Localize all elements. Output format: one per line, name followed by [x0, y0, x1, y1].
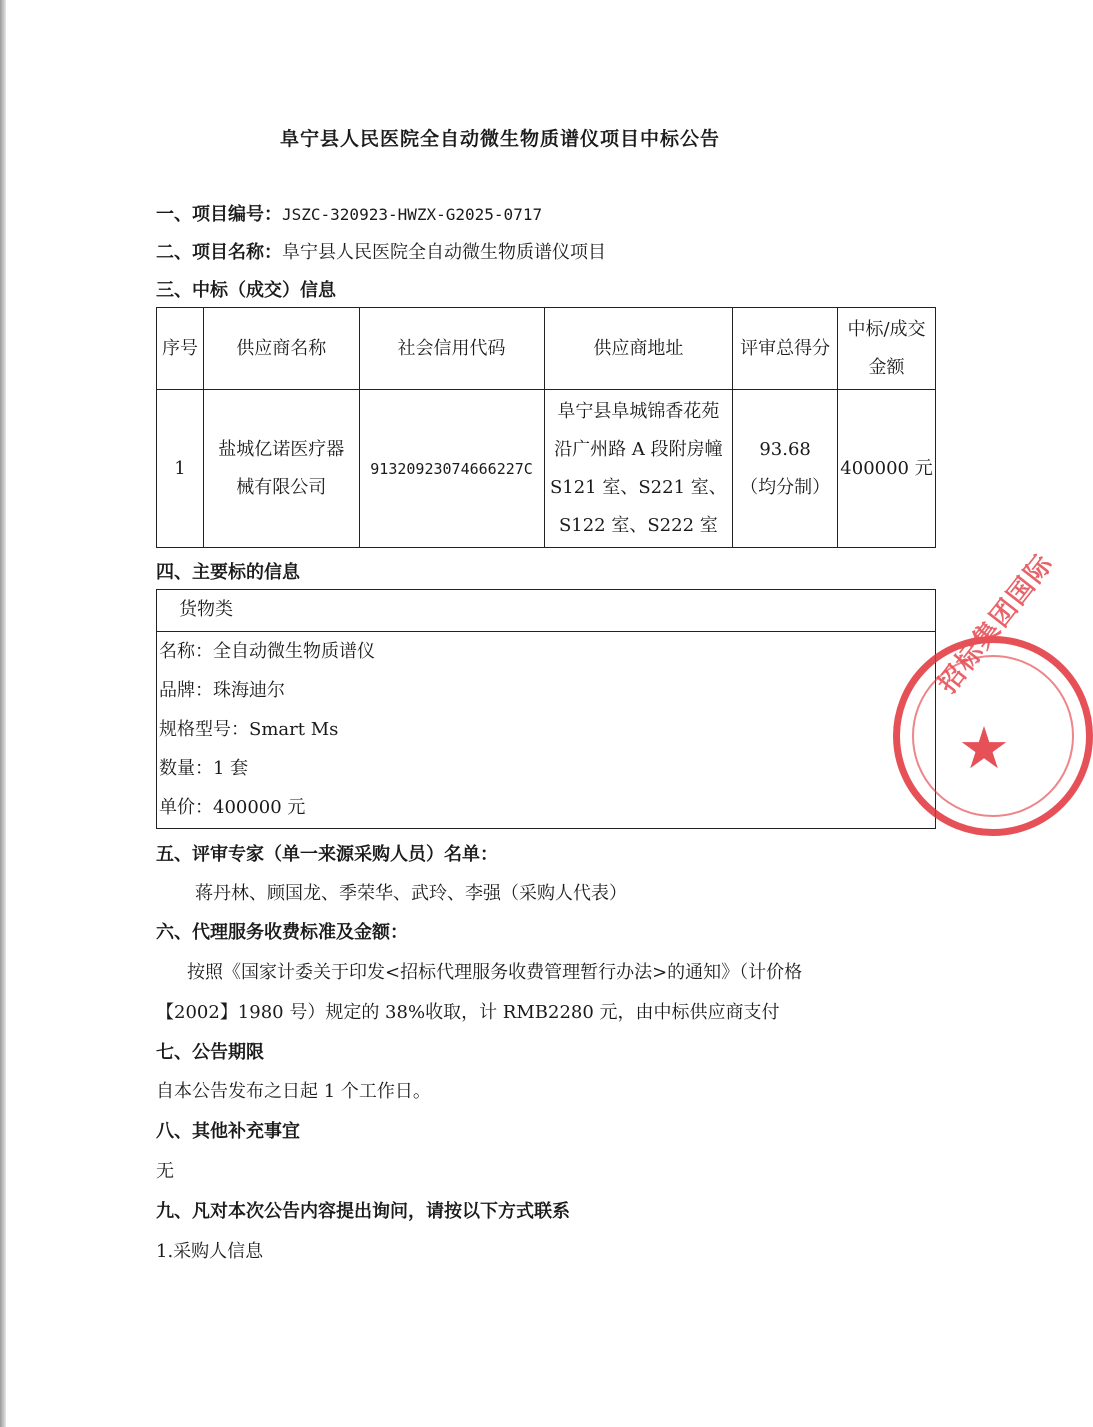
- header-credit-code: 社会信用代码: [359, 308, 544, 390]
- cell-address: [544, 390, 733, 548]
- header-score: 评审总得分: [733, 308, 838, 390]
- table-row: [157, 390, 936, 548]
- seal-text: 招标集团国际: [932, 548, 1060, 700]
- address-line2: 沿广州路 A 段附房幢: [554, 438, 723, 460]
- official-seal: [893, 548, 1093, 836]
- period-text: 自本公告发布之日起 1 个工作日。: [156, 1081, 431, 1102]
- section-experts-heading: 五、评审专家（单一来源采购人员）名单：: [156, 844, 498, 865]
- cell-no: 1: [157, 390, 204, 548]
- address-line4: S122 室、S222 室: [558, 514, 718, 536]
- cell-score: [733, 390, 838, 548]
- cell-amount: 400000 元: [838, 390, 936, 548]
- seal-star-icon: ★: [958, 714, 1010, 782]
- header-no: 序号: [157, 308, 204, 390]
- project-name-line: [156, 238, 606, 264]
- header-amount-line2: 金额: [868, 356, 905, 378]
- subject-quantity: 数量：1 套: [159, 758, 249, 779]
- section-contact-heading: 九、凡对本次公告内容提出询问，请按以下方式联系: [156, 1201, 570, 1222]
- experts-list: 蒋丹林、顾国龙、季荣华、武玲、李强（采购人代表）: [195, 883, 627, 904]
- project-number-value: JSZC-320923-HWZX-G2025-0717: [282, 205, 543, 224]
- page-edge-shadow: [0, 0, 6, 1427]
- table-header-row: [157, 308, 936, 390]
- section-other-heading: 八、其他补充事宜: [156, 1121, 300, 1142]
- other-text: 无: [156, 1161, 174, 1182]
- main-subject-box: [156, 589, 936, 829]
- header-amount-line1: 中标/成交: [847, 318, 926, 340]
- supplier-line2: 械有限公司: [236, 476, 327, 498]
- cell-credit-code: 91320923074666227C: [359, 390, 544, 548]
- contact-purchaser-info: 1.采购人信息: [156, 1241, 264, 1262]
- fee-text-line2: 【2002】1980 号）规定的 38%收取，计 RMB2280 元，由中标供应商支付: [156, 1002, 780, 1023]
- header-amount: [838, 308, 936, 390]
- fee-text-line1: 按照《国家计委关于印发<招标代理服务收费管理暂行办法>的通知》（计价格: [187, 962, 803, 983]
- header-address: 供应商地址: [544, 308, 733, 390]
- project-name-label: 二、项目名称：: [156, 242, 282, 263]
- project-name-value: 阜宁县人民医院全自动微生物质谱仪项目: [282, 242, 606, 263]
- address-line3: S121 室、S221 室、: [549, 476, 727, 498]
- subject-model: 规格型号：Smart Ms: [159, 719, 339, 740]
- page-title: 阜宁县人民医院全自动微生物质谱仪项目中标公告: [279, 128, 720, 150]
- score-value: 93.68: [759, 438, 811, 460]
- subject-brand: 品牌：珠海迪尔: [159, 680, 285, 701]
- section-main-subject-heading: 四、主要标的信息: [156, 562, 300, 583]
- section-period-heading: 七、公告期限: [156, 1042, 264, 1063]
- section-award-info-heading: 三、中标（成交）信息: [156, 280, 336, 301]
- cell-supplier: [203, 390, 359, 548]
- header-supplier: 供应商名称: [203, 308, 359, 390]
- award-info-table: [156, 307, 936, 548]
- project-number-label: 一、项目编号：: [156, 204, 282, 225]
- supplier-line1: 盐城亿诺医疗器: [218, 438, 345, 460]
- subject-unit-price: 单价：400000 元: [159, 797, 306, 818]
- section-fee-heading: 六、代理服务收费标准及金额：: [156, 922, 408, 943]
- address-line1: 阜宁县阜城锦香花苑: [557, 400, 720, 422]
- subject-name: 名称：全自动微生物质谱仪: [159, 641, 375, 662]
- subject-category: 货物类: [157, 590, 935, 632]
- project-number-line: [156, 200, 542, 226]
- score-method: （均分制）: [740, 476, 831, 498]
